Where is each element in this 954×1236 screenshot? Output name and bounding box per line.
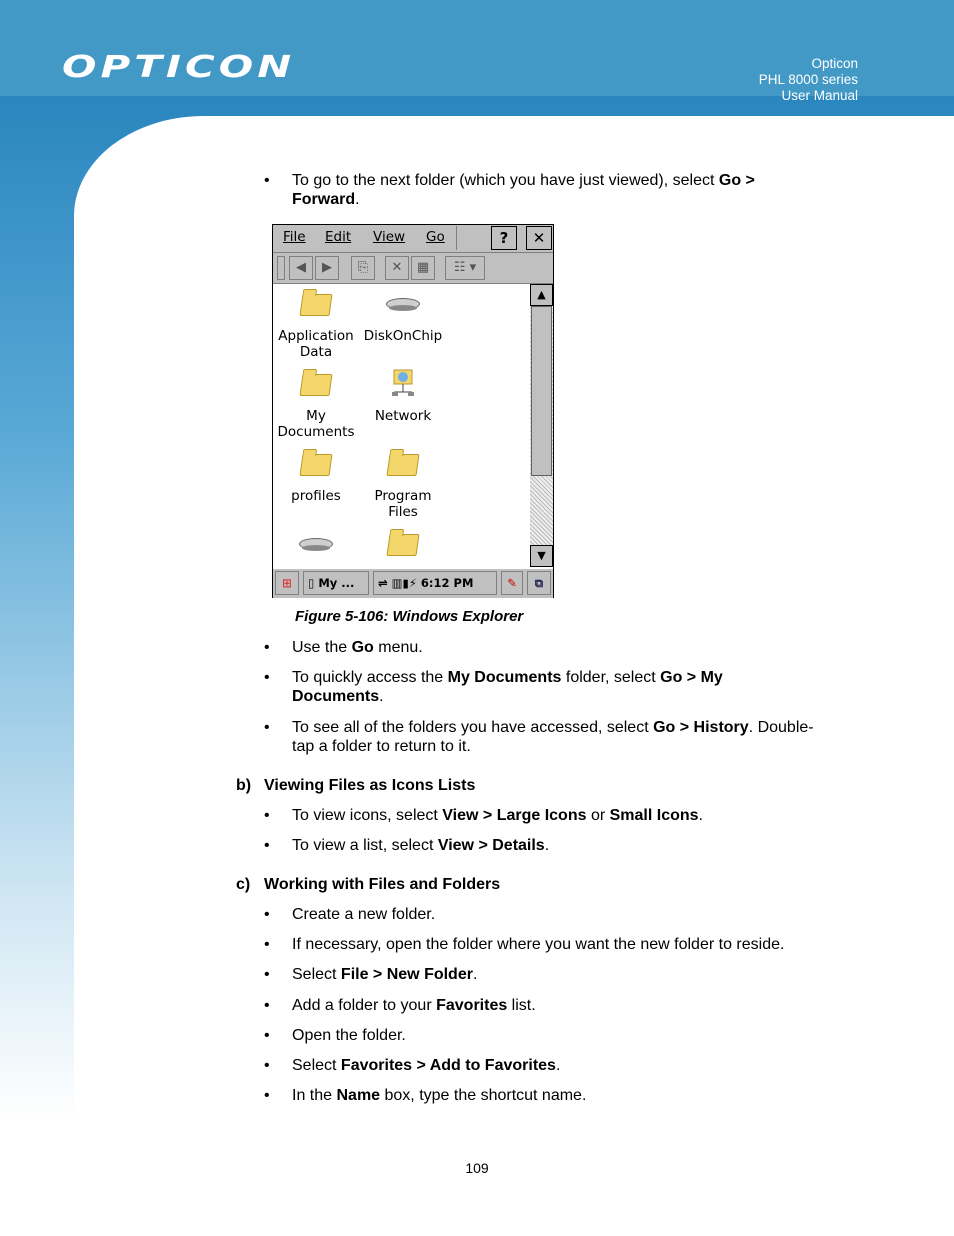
figure-caption: Figure 5-106: Windows Explorer <box>295 608 524 625</box>
folder-icon <box>299 288 333 318</box>
file-list <box>273 284 529 567</box>
input-panel-icon[interactable]: ✎ <box>501 571 523 595</box>
file-item-folder[interactable] <box>358 528 448 567</box>
bullet-text: Create a new folder. <box>292 906 436 923</box>
tray-icons: ⇌ ▥▮⚡ <box>378 576 421 590</box>
delete-icon[interactable]: ✕ <box>385 256 409 280</box>
page-number: 109 <box>465 1160 489 1176</box>
bullet-dot: • <box>264 669 270 686</box>
bullet-text: In the Name box, type the shortcut name. <box>292 1087 587 1104</box>
drive-icon <box>299 528 333 558</box>
bullet-text: Use the Go menu. <box>292 639 423 656</box>
close-button[interactable]: ✕ <box>526 226 552 250</box>
start-icon[interactable]: ⊞ <box>275 571 299 595</box>
bullet-dot: • <box>264 1057 270 1074</box>
menu-go[interactable]: Go <box>426 229 445 245</box>
taskbar <box>273 568 553 598</box>
bullet-dot: • <box>264 837 270 854</box>
bullet-dot: • <box>264 1087 270 1104</box>
file-item-profiles[interactable]: profiles <box>273 448 361 504</box>
bullet-text: Select Favorites > Add to Favorites. <box>292 1057 561 1074</box>
bullet-text: To go to the next folder (which you have just viewed), select Go > Forward. <box>292 172 755 208</box>
up-folder-icon[interactable]: ⎘ <box>351 256 375 280</box>
header-doc: User Manual <box>781 88 858 103</box>
bullet-dot: • <box>264 172 270 189</box>
bullet-dot: • <box>264 807 270 824</box>
bullet-dot: • <box>264 966 270 983</box>
network-icon <box>386 368 420 398</box>
menu-view[interactable]: View <box>373 229 406 245</box>
scroll-thumb[interactable] <box>531 306 552 476</box>
bullet-dot: • <box>264 936 270 953</box>
toolbar-grip <box>277 256 285 280</box>
bullet-text: Add a folder to your Favorites list. <box>292 997 536 1014</box>
properties-icon[interactable]: ▦ <box>411 256 435 280</box>
task-button[interactable]: ▯ My ... <box>303 571 369 595</box>
bullet-text: If necessary, open the folder where you want the new folder to reside. <box>292 936 785 953</box>
bullet-dot: • <box>264 639 270 656</box>
file-item-drive[interactable] <box>273 528 361 567</box>
toolbar <box>273 253 553 284</box>
bullet-text: To view icons, select View > Large Icons or Small Icons. <box>292 807 703 824</box>
view-menu-icon[interactable]: ☷ ▾ <box>445 256 485 280</box>
file-item-network[interactable]: Network <box>358 368 448 424</box>
desktop-icon[interactable]: ⧉ <box>527 571 551 595</box>
system-tray <box>373 571 497 595</box>
bullet-text: Select File > New Folder. <box>292 966 478 983</box>
folder-icon <box>386 448 420 478</box>
bullet-dot: • <box>264 1027 270 1044</box>
file-item-application-data[interactable]: Application Data <box>273 288 361 360</box>
bullet-text: To view a list, select View > Details. <box>292 837 550 854</box>
windows-explorer-screenshot <box>272 224 554 598</box>
vertical-scrollbar[interactable] <box>530 284 553 567</box>
file-item-diskonchip[interactable]: DiskOnChip <box>358 288 448 344</box>
menu-edit[interactable]: Edit <box>325 229 352 245</box>
drive-icon <box>386 288 420 318</box>
bullet-dot: • <box>264 906 270 923</box>
scroll-down-icon[interactable]: ▼ <box>530 545 553 567</box>
folder-icon <box>386 528 420 558</box>
header-series: PHL 8000 series <box>758 72 858 87</box>
header-doc-info <box>759 56 858 104</box>
bullet-text: To quickly access the My Documents folder, select Go > My Documents. <box>292 669 723 705</box>
back-arrow-icon[interactable]: ◀ <box>289 256 313 280</box>
menu-bar <box>273 225 553 253</box>
menu-separator <box>456 226 457 250</box>
bullet-text: Open the folder. <box>292 1027 406 1044</box>
forward-arrow-icon[interactable]: ▶ <box>315 256 339 280</box>
menu-file[interactable]: File <box>283 229 306 245</box>
file-item-my-documents[interactable]: My Documents <box>273 368 361 440</box>
folder-icon <box>299 448 333 478</box>
scroll-up-icon[interactable]: ▲ <box>530 284 553 306</box>
bullet-dot: • <box>264 997 270 1014</box>
section-c-title: Working with Files and Folders <box>264 876 501 893</box>
section-b-letter: b) <box>236 777 252 794</box>
opticon-logo: OPTICON <box>62 50 296 85</box>
bullet-dot: • <box>264 719 270 736</box>
help-button[interactable]: ? <box>491 226 517 250</box>
bullet-text: To see all of the folders you have accessed, select Go > History. Double- tap a folder to return to it. <box>292 719 814 755</box>
header-company: Opticon <box>811 56 858 71</box>
app-icon: ▯ <box>308 576 319 590</box>
file-item-program-files[interactable]: Program Files <box>358 448 448 520</box>
section-b-title: Viewing Files as Icons Lists <box>264 777 476 794</box>
section-c-letter: c) <box>236 876 251 893</box>
folder-icon <box>299 368 333 398</box>
clock[interactable]: 6:12 PM <box>420 576 474 590</box>
